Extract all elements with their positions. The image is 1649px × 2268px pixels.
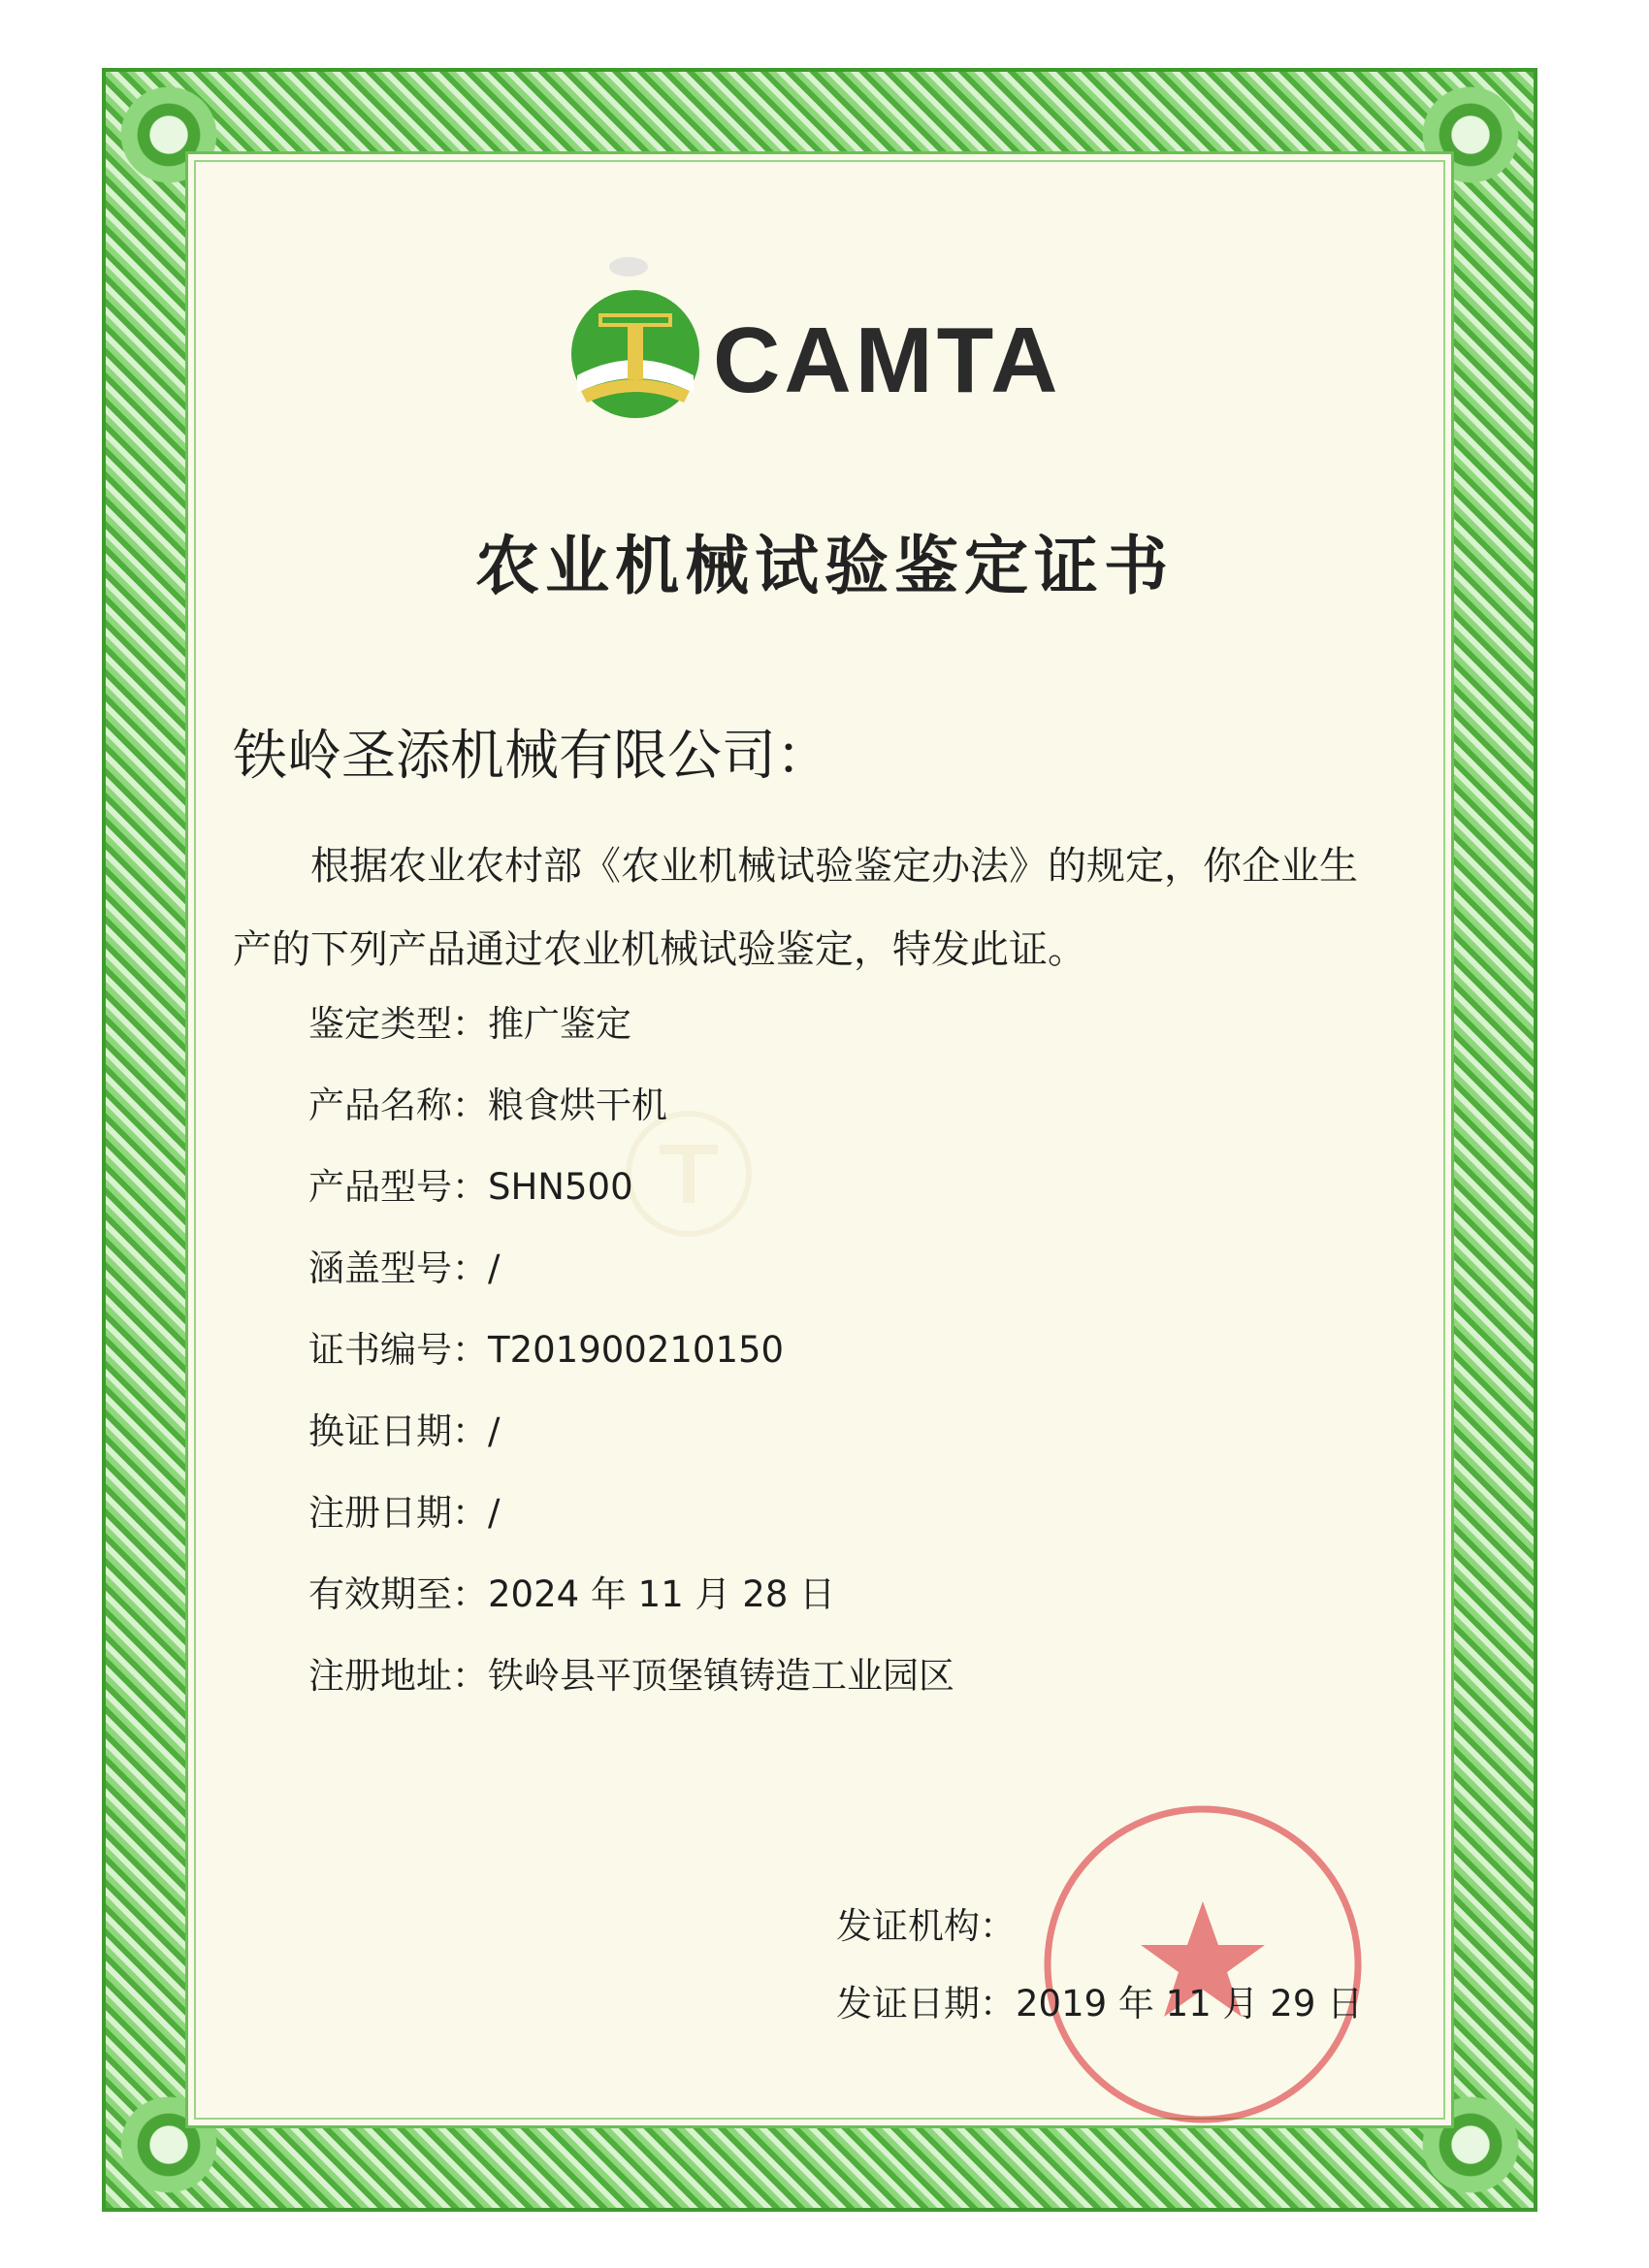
camta-logo	[567, 286, 1072, 422]
field-label: 有效期至：	[308, 1573, 488, 1615]
field-value: 2024 年 11 月 28 日	[488, 1573, 836, 1615]
field-label: 注册日期：	[308, 1492, 488, 1534]
field-covered-models	[308, 1239, 954, 1320]
field-value: SHN500	[488, 1166, 633, 1208]
field-label: 产品型号：	[308, 1166, 488, 1208]
field-value: 铁岭县平顶堡镇铸造工业园区	[488, 1655, 954, 1697]
issue-date-value: 2019 年 11 月 29 日	[1016, 1983, 1364, 2025]
field-value: T201900210150	[488, 1329, 785, 1371]
field-assessment-type	[308, 994, 954, 1076]
field-registered-address	[308, 1646, 954, 1728]
issuing-authority: 发证机构：	[836, 1905, 1016, 1947]
field-label: 换证日期：	[308, 1410, 488, 1452]
field-value: /	[488, 1247, 501, 1289]
field-renewal-date	[308, 1402, 954, 1483]
field-value: /	[488, 1492, 501, 1534]
field-registration-date	[308, 1483, 954, 1565]
product-details	[308, 994, 954, 1728]
issue-date	[836, 1974, 1363, 2026]
camta-emblem-icon	[567, 286, 703, 422]
field-label: 鉴定类型：	[308, 1003, 488, 1045]
field-label: 涵盖型号：	[308, 1247, 488, 1289]
field-label: 证书编号：	[308, 1329, 488, 1371]
certificate-title: 农业机械试验鉴定证书	[475, 528, 1174, 603]
official-seal	[1038, 1799, 1368, 2129]
logo-text: CAMTA	[713, 308, 1062, 412]
punch-hole	[609, 257, 648, 276]
field-value: 粮食烘干机	[488, 1085, 667, 1126]
field-product-name	[308, 1076, 954, 1157]
issue-date-label: 发证日期：	[836, 1983, 1016, 2025]
field-product-model	[308, 1157, 954, 1239]
field-valid-until	[308, 1565, 954, 1646]
field-certificate-number	[308, 1320, 954, 1402]
field-value: /	[488, 1410, 501, 1452]
certificate-statement: 根据农业农村部《农业机械试验鉴定办法》的规定，你企业生产的下列产品通过农业机械试验鉴定，特发此证。	[233, 844, 1358, 972]
field-value: 推广鉴定	[488, 1003, 631, 1045]
field-label: 注册地址：	[308, 1655, 488, 1697]
recipient-company: 铁岭圣添机械有限公司：	[233, 725, 830, 788]
field-label: 产品名称：	[308, 1085, 488, 1126]
